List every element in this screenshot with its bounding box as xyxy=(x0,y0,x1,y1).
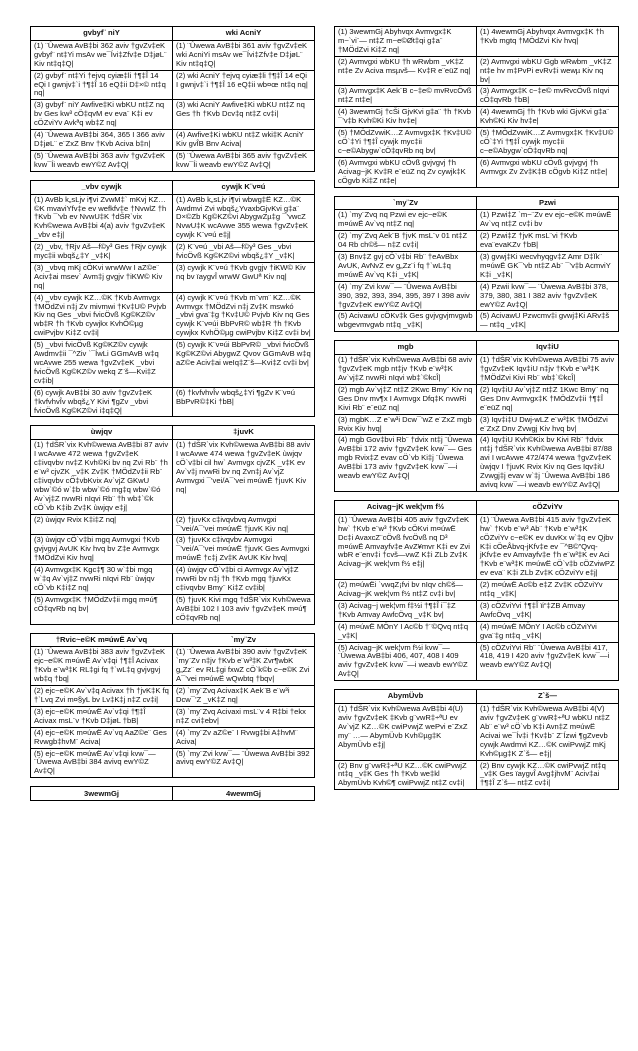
table-row xyxy=(335,435,619,491)
comparison-table-right-2 xyxy=(334,196,619,333)
column-heading: mgb xyxy=(335,341,477,355)
table-row xyxy=(31,100,315,130)
column-heading: cÖZviYv xyxy=(477,500,619,514)
table-cell: (5) cÖZviYvi Rb¨ ¨Ûwewa AvB‡bi 417, 418, 419 I 420 aviv †gvZv‡eK kvw¯—i weavb ewY©Z Av‡Q| xyxy=(477,642,619,681)
column-heading: ùwjqv xyxy=(31,426,173,440)
table-row xyxy=(31,706,315,727)
footer-cell: 4wewmGj xyxy=(173,787,315,801)
table-cell: (5) Avmvgx‡K †MÖdZv‡ii mgq m¤ú¶ cÖ‡qvRb nq bv| xyxy=(31,594,173,624)
table-cell: (3) Bnv‡Z gvj cÖ`v‡bi Rb¨ †eAvBbx AvUK, AvNvZ ev g„Zz¨i fq †`wL‡q m¤úwË Av`vq K‡i _v‡K| xyxy=(335,252,477,282)
table-cell: (1) ¨Ûwewa AvB‡bi 405 aviv †gvZv‡eK hw` †Kvb e¨w³ †Kvb cÖKvi m¤úwË Dc‡i AvaxcZ¨cÖvß fvcÖvß nq D³ m¤úwË Amvayfv‡e AvZ¥mvr K‡i ev Zvi wbR e¨env‡i †cvš—vwZ K‡i ZLb Zv‡K Acivag~jK wek¦vm f½ e‡j| xyxy=(335,514,477,579)
column-heading: AbymÜvb xyxy=(335,690,477,704)
table-cell: (1) ¨Ûwewa AvB‡bi 383 aviv †gvZv‡eK ejc~e©K m¤úwË Av`v‡qi †¶‡Î Acivax †Kvb e¨w³‡K RL‡gi fq †`wL‡q gvjvgvj wb‡q †bq| xyxy=(31,647,173,686)
table-cell: (5) cywjk K¨v¤úi BbPvR© _vbvi fvicÖvß Kg©KZ©vi AbygwZ Qvov GGmAvB w‡q aZ©e Aciv‡ai weIq‡Z¨š—Kvi‡Z cv‡i bv| xyxy=(173,340,315,388)
table-cell: (2) K¨v¤ú _vbi Aš—f©y³ Ges _vbvi fvicÖvß Kg©KZ©vi wbqš¿‡Y _v‡K| xyxy=(173,242,315,263)
column-heading: `my¨Zv xyxy=(173,633,315,647)
table-cell: (2) ejc~e©K Av`v‡q Acivax †h †jvK‡K fq †`Lvq Zvi m¤§yL bv Lv‡K‡j n‡Z cv‡i| xyxy=(31,686,173,707)
table-header-row xyxy=(31,27,315,41)
table-cell: (4) Avmvgx‡K Kgc‡¶ 30 w`‡bi mgq w`‡q Av`vj‡Z nvwRi nIqvi Rb¨ ùwjqv cÖ`vb K‡i‡Z nq| xyxy=(31,565,173,595)
table-cell: (3) ejc~e©K m¤úwË Av`v‡qi †¶‡Î Acivax msL¨v †Kvb D‡jøL †bB| xyxy=(31,706,173,727)
column-heading: `my¨Zv xyxy=(335,196,477,210)
table-cell: (1) `my¨Zvq nq Pzwi ev ejc~e©K m¤úwË Av`vq nt‡Z nq| xyxy=(335,210,477,231)
table-cell: (3) cÖZviYvi †¶‡Î ïi“‡ZB Amvay AwfcÖvq _v‡K| xyxy=(477,600,619,621)
table-row xyxy=(31,387,315,417)
table-cell: (3) Avmvgx‡K c~‡e© mvRvcÖvß nIqvi cÖ‡qvRb †bB| xyxy=(477,86,619,107)
table-cell: (1) 3wewmGj Abyhvqx Avmvgx‡K m~`vi¨— nt‡Z m~e©Øt‡qi g‡a¨ †MÖdZvi Ki‡Z nq| xyxy=(335,27,477,57)
table-cell: (5) †MÖdZvwiK…Z Avmvgx‡K †Kv‡U© cÖ`‡Yi †¶‡Î cywjk myc‡ii c~e©Abygw`cÖ‡qvRb nq bv| xyxy=(335,128,477,158)
table-cell: (2) †juvKx c‡ivqvbvq Avmvgxi ¯’vei/A¯’vei m¤úwË †juvK Kiv nq| xyxy=(173,514,315,535)
table-cell: (4) 3wewmGj †cŠi GjvKvi g‡a¨ †h †Kvb ¯’v‡b Kvh©Ki Kiv hv‡e| xyxy=(335,107,477,128)
table-row xyxy=(335,281,619,311)
table-header-row xyxy=(335,196,619,210)
table-row xyxy=(335,414,619,435)
table-row xyxy=(31,262,315,292)
table-row xyxy=(335,86,619,107)
footer-row xyxy=(31,787,315,801)
table-row xyxy=(31,340,315,388)
table-cell: (3) Acivag~j wek¦vm f‡½i †¶‡Î i¯‡Z †Kvb Amvay AwfcÖvq _v‡K bv| xyxy=(335,600,477,621)
table-cell: (2) Avmvgxi wbKU †h wRwbm _vK‡Z nt‡e Zv Aciva msµvš— Kv‡R e¨eüZ nq| xyxy=(335,56,477,86)
table-cell: (6) †kvfvhvÎv wbqš¿‡Yi ¶gZv K¨v¤ú BbPvR©‡Ki †bB| xyxy=(173,387,315,417)
table-cell: (2) Iqv‡iU Av`vj‡Z nt‡Z 1Kwc Bmy¨ nq Ges Dnv Avmvgx‡K †MÖdZv‡ii †¶‡Î e¨eüZ nq| xyxy=(477,384,619,414)
column-heading: Pzwi xyxy=(477,196,619,210)
table-cell: (4) ¨Ûwewa AvB‡bi 364, 365 I 366 aviv D‡jøL¨ e¨ZxZ Bnv †Kvb Aciva b‡n| xyxy=(31,130,173,151)
table-cell: (1) †dŠR`vix Kvh©wewa AvB‡bi 88 aviv I wcAvwe 474 wewa †gvZv‡eK ùwjqv cÖ`v‡bi cil hw` Avmvgx cjvZK _v‡K ev Av`v‡j nvwRi bv nq Zvn‡j Av`vjZ Avmvgxi ¯’vei/A¯’vei m¤úwË †juvK Kiv nq| xyxy=(173,440,315,514)
table-cell: (3) _vbvq mKj cÖKvi wrwWw I aZ©e¨ Aciv‡ai msev` Avm‡j gvgjv †iKW© Kiv nq| xyxy=(31,262,173,292)
table-row xyxy=(31,194,315,242)
table-row xyxy=(335,384,619,414)
column-heading: _vbv cywjk xyxy=(31,180,173,194)
table-cell: (1) AvBb k„sLjv i¶vi ZvwM‡` mKvj KZ…©K mvaviYfv‡e ev wefkfv‡e †NvwlZ †h †Kvb ¯’vb ev NvwU‡K †dŠR`vix Kvh©wewa AvB‡bi 4(a) aviv †gvZv‡eK _vbv e‡j| xyxy=(31,194,173,242)
table-cell: (2) _vbv, †Rjv Aš—f©y³ Ges †Rjv cywjk myc‡ii wbqš¿‡Y _v‡K| xyxy=(31,242,173,263)
table-cell: (4) ùwjqv cÖ`v‡bi ci Avmvgx Av`vj‡Z nvwRi bv n‡j †h †Kvb mgq †juvKx c‡ivqvbv Bmy¨ Ki‡Z cv‡ib| xyxy=(173,565,315,595)
column-heading: ‡juvK xyxy=(173,426,315,440)
table-header-row xyxy=(335,341,619,355)
table-cell: (4) `my¨Zvi kvw¯— ¨Ûwewa AvB‡bi 390, 392, 393, 394, 395, 397 I 398 aviv †gvZv‡eK ewY©Z Av‡Q| xyxy=(335,281,477,311)
table-cell: (3) ùwjqv cÖ`v‡bi mgq Avmvgxi †Kvb gvjvgvj AvUK Kiv hvq bv Z‡e Avmvgx †MÖdZvi Kiv hvq| xyxy=(31,535,173,565)
table-cell: (4) ejc~e©K m¤úwË Av`vq AaZ©e¨ Ges Rvwgb‡hvM¨ Aciva| xyxy=(31,727,173,748)
table-row xyxy=(31,440,315,514)
table-row xyxy=(335,27,619,57)
table-row xyxy=(335,231,619,252)
table-cell: (2) `my¨Zvq Aek¨B †jvK msL¨v 01 nt‡Z 04 Rb ch©š— n‡Z cv‡i| xyxy=(335,231,477,252)
table-cell: (2) `my¨Zvq Acivax‡K Aek¨B e¨w³i Dcw¯’Z _vK‡Z nq| xyxy=(173,686,315,707)
table-cell: (5) AcivawU cÖKv‡k Ges gvjvgvjmvgwb wbgevmvgwb nt‡q _v‡K| xyxy=(335,311,477,332)
table-cell: (2) m¤úwË Ac©b e‡Z Zv‡K cÖZviYv nt‡q _v‡K| xyxy=(477,580,619,601)
table-cell: (1) Pzwi‡Z `m~¨Zv ev ejc~e©K m¤úwË Av`vq nt‡Z cv‡i bv xyxy=(477,210,619,231)
table-cell: (1) †dŠR`vix Kvh©wewa AvB‡bi 4(U) aviv †gvZv‡eK ‡Kvb g¨vwR‡÷ªU ev Av`vjZ KZ…©K cwiPvwjZ wePvi e¨ZxZ my¨ …— AbymÜvb Kvh©µg‡K AbymÜvb e‡j| xyxy=(335,704,477,760)
table-cell: (2) mgb Av`vj‡Z nt‡Z 2Kwc Bmy¨ Kiv nq Ges Dnv mv¶x I Avmvgx Dfq‡K nvwRi Kivi Rb¨ e¨eüZ nq| xyxy=(335,384,477,414)
table-cell: (2) Bnv cywjk KZ…©K cwiPvwjZ nt‡q _v‡K Ges ïaygvÎ Avg‡jhvM¨ Aciv‡ai †¶‡Î Z`š— nt‡Z cv‡i| xyxy=(477,760,619,790)
table-row xyxy=(335,600,619,621)
table-row xyxy=(31,130,315,151)
table-cell: (6) cywjk AvB‡bi 30 aviv †gvZv‡eK †kvfvhvÎv wbqš¿Y Kivi ¶gZv _vbvi fvicÖvß Kg©KZ©vi i‡q‡Q| xyxy=(31,387,173,417)
table-header-row xyxy=(335,690,619,704)
table-cell: (2) ùwjqv Rvix K‡i‡Z nq| xyxy=(31,514,173,535)
table-row xyxy=(335,580,619,601)
comparison-table-left-3 xyxy=(30,425,315,624)
table-header-row xyxy=(31,633,315,647)
table-row xyxy=(335,252,619,282)
table-row xyxy=(31,748,315,778)
table-row xyxy=(335,107,619,128)
table-row xyxy=(335,355,619,385)
table-row xyxy=(31,565,315,595)
table-row xyxy=(335,128,619,158)
table-cell: (4) Awfive‡Ki wbKU nt‡Z wki‡K AcniY Kiv gvÎB Bnv Aciva| xyxy=(173,130,315,151)
column-heading: Z`š— xyxy=(477,690,619,704)
column-heading: Acivag~jK wek¦vm f½ xyxy=(335,500,477,514)
table-cell: (4) Iqv‡iU Kvh©Kix bv Kivi Rb¨ †dvix nt‡j †dŠR`vix Kvh©wewa AvB‡bi 87/88 avi I wcAvwe 472/474 wewa †gvZv‡eK ùwjqv I †juvK Rvix Kiv nq Ges Iqv‡iU Zvwgj‡j evav w`‡j ¨Ûwewa AvB‡bi 186 avivq kvw¯—i weavb ewY©Z Av‡Q| xyxy=(477,435,619,491)
table-cell: (1) 4wewmGj Abyhvqx Avmvgx‡K †h †Kvb mgtq †MÖdZvi Kiv hvq| xyxy=(477,27,619,57)
right-column xyxy=(334,26,619,798)
table-cell: (4) _vbv cywjk KZ…©K †Kvb Avmvgx †MÖdZvi n‡j Zv mivmwi †Kv‡U© Pvjvb Kiv nq Ges _vbvi fvicÖvß Kg©KZ©v wb‡R †h †Kvb cywjkx KvhÖ©µg cwiPvjbv Ki‡Z cv‡i| xyxy=(31,292,173,340)
comparison-table-left-1 xyxy=(30,26,315,172)
table-row xyxy=(31,727,315,748)
table-row xyxy=(31,514,315,535)
table-header-row xyxy=(31,180,315,194)
table-row xyxy=(335,210,619,231)
table-cell: (1) ¨Ûwewa AvB‡bi 362 aviv †gvZv‡eK gvbyf¨ nt‡Yi msAv we¯Ívi‡Zfv‡e D‡jøL¨ Kiv nt‡q‡Q| xyxy=(31,40,173,70)
table-row xyxy=(335,311,619,332)
footer-cell: 3wewmGj xyxy=(31,787,173,801)
table-cell: (3) gvbyf¨ niY Awfive‡Ki wbKU nt‡Z nq bv Ges kw³ cÖ‡qvM ev eva¨ K‡i ev cÖZviYv Avkªq wb‡Z nq| xyxy=(31,100,173,130)
table-row xyxy=(31,40,315,70)
table-cell: (2) wki AcniY †ejvq cyiæ‡li †¶‡Î 14 eQi I gwnjv‡`i †¶‡Î 16 eQ‡ii wb¤œ nt‡q nq| xyxy=(173,70,315,100)
table-row xyxy=(335,621,619,642)
comparison-table-right-4 xyxy=(334,500,619,681)
table-cell: (5) _vbvi fvicÖvß Kg©KZ©v cywjk Awdmv‡ii ¯^Ziv `¯ÍwLi GGmAvB w‡q wcAvwe 255 wewa †gvZv‡eK _vbvi fvicÖvß Kg©KZ©v wekq Z¨š—Kvi‡Z cv‡ib| xyxy=(31,340,173,388)
table-row xyxy=(335,157,619,187)
table-cell: (6) Avmvgxi wbKU cÖvß gvjvgvj †h Avmvgx Zv Zv‡K‡B cÖgvb Ki‡Z nt‡e| xyxy=(477,157,619,187)
table-cell: (1) ¨Ûwewa AvB‡bi 415 aviv †gvZv‡eK hw` †Kvb e¨w³ Ab¨ †Kvb e¨w³‡K cÖZviYv c~e©K ev duvKx w`‡q ev Qjbv K‡i cÖeÂbvq-jKfv‡e ev ¯^B©”Qvq-jKfv‡e ev Amvayfv‡e †h e¨w³‡K ev Aci †Kvb e¨w³‡K m¤úwË cÖ`v‡b cÖZviwPZ ev eva¨ K‡i ZLb Zv‡K cÖZviYv e‡j| xyxy=(477,514,619,579)
table-cell: (5) ejc~e©K m¤úwË Av`v‡qi kvw¯— ¨Ûwewa AvB‡bi 384 avivq ewY©Z Av‡Q| xyxy=(31,748,173,778)
table-cell: (1) †dŠR`vix Kvh©wewa AvB‡bi 4(V) aviv †gvZv‡eK g¨vwR‡÷ªU wbKU nt‡Z Ab¨ e¨w³ cÖ`vb K‡i Avn‡Z m¤úwË Acivai we¯Ív‡i †Kv‡b¨ Z¨Ízwi ¶gZvevb cywjk Awdmvi KZ…©K cwiPvwjZ mKj Kvh©µg‡K Z`š— e‡j| xyxy=(477,704,619,760)
table-row xyxy=(335,704,619,760)
table-cell: (4) `my¨Zv aZ©e¨ I Rvwg‡bi A‡hvM¨ Aciva| xyxy=(173,727,315,748)
table-header-row xyxy=(31,426,315,440)
column-heading: Iqv‡iU xyxy=(477,341,619,355)
comparison-table-left-2 xyxy=(30,180,315,418)
table-cell: (4) 4wewmGj †h †Kvb wki GjvKvi g‡a¨ Kvh©Ki Kiv hv‡e| xyxy=(477,107,619,128)
table-cell: (4) cywjk K¨v¤ú †Kvb m¨vm¨ KZ…©K Avmvgx †MÖdZvi n‡j Zv‡K mswkó _vbvi gva¨‡g †Kv‡U© Pvjvb Kiv nq Ges cywjk K¨v¤úi BbPvR© wb‡R †h †Kvb cywjkx KvhÖ©µg cwiPvjbv Ki‡Z cv‡i bv| xyxy=(173,292,315,340)
table-cell: (5) ¨Ûwewa AvB‡bi 365 aviv †gvZv‡eK kvw¯Íi weavb ewY©Z Av‡Q| xyxy=(173,150,315,171)
column-heading: †Rvic~e©K m¤úwË Av`vq xyxy=(31,633,173,647)
table-row xyxy=(31,150,315,171)
table-cell: (1) ¨Ûwewa AvB‡bi 361 aviv †gvZv‡eK wki AcniYi msAv we¯Ívi‡Zfv‡e D‡jøL¨ Kiv nt‡q‡Q| xyxy=(173,40,315,70)
table-cell: (3) `my¨Zvq Acivaxi msL¨v 4 R‡bi †ekx n‡Z cvi‡ebv| xyxy=(173,706,315,727)
table-cell: (4) mgb Gov‡bvi Rb¨ †dvix nt‡j ¨Ûwewa AvB‡bi 172 aviv †gvZv‡eK kvw¯— Ges mgb Rvix‡Z evav cÖ`vb Ki‡j ¨Ûwewa AvB‡bi 173 aviv †gvZv‡eK kvw¯—i weavb ewY©Z Av‡Q| xyxy=(335,435,477,491)
table-row xyxy=(31,70,315,100)
table-row xyxy=(31,292,315,340)
table-cell: (2) m¤úwËi `vwqZ¡fvi bv nIqv ch©š— Acivag~jK wek¦vm f½ nt‡Z cv‡i bv| xyxy=(335,580,477,601)
table-row xyxy=(31,535,315,565)
table-row xyxy=(335,514,619,579)
table-cell: (3) Avmvgx‡K Aek¨B c~‡e© mvRvcÖvß nt‡Z nt‡e| xyxy=(335,86,477,107)
table-cell: (3) gvwj‡Ki wecvhyqgv‡Z Amr D‡Ïk¨ m¤úwË GK¯’vb nt‡Z Ab¨ ¯’v‡b AcmviY K‡i _v‡K| xyxy=(477,252,619,282)
table-cell: (4) Pzwii kvw¯— ¨Ûwewa AvB‡bi 378, 379, 380, 381 I 382 aviv †gvZv‡eK ewY©Z Av‡Q| xyxy=(477,281,619,311)
column-heading: wki AcniY xyxy=(173,27,315,41)
table-cell: (4) m¤úwË MÖnY I Ac©b †¨©Qvq nt‡q _v‡K| xyxy=(335,621,477,642)
column-heading: cywjk K¨v¤ú xyxy=(173,180,315,194)
table-row xyxy=(335,642,619,681)
table-cell: (3) †juvKx c‡ivqvbv Avmvgxi ¯’vei/A¯’vei m¤úwË †juvK Ges Avmvgxi m¤úwË †c‡j Zv‡K AvUK Kiv hvq| xyxy=(173,535,315,565)
table-cell: (2) Pzwi‡Z †jvK msL¨vi †Kvb eva¨evaKZv †bB| xyxy=(477,231,619,252)
table-cell: (5) AcivawU Pzwcmv‡i gvwj‡Ki ARv‡š— nt‡q _v‡K| xyxy=(477,311,619,332)
table-row xyxy=(31,686,315,707)
comparison-table-right-3 xyxy=(334,340,619,492)
table-cell: (2) Bnv g¨vwR‡÷ªU KZ…©K cwiPvwjZ nt‡q _v‡K Ges †h †Kvb we‡kl AbymÜvb Kvh©¶ cwiPvwjZ nt‡Z cv‡i| xyxy=(335,760,477,790)
table-cell: (3) Iqv‡i‡U Dwj-wLZ e¨w³‡K †MÖdZvi e¨ZxZ Dnv Zvwgj Kiv hvq bv| xyxy=(477,414,619,435)
table-cell: (5) ¨Ûwewa AvB‡bi 363 aviv †gvZv‡eK kvw¯Íi weavb ewY©Z Av‡Q| xyxy=(31,150,173,171)
left-column xyxy=(30,26,315,801)
footer-table xyxy=(30,786,315,801)
table-cell: (1) ¨Ûwewa AvB‡bi 390 aviv †gvZv‡eK `my¨Zv n‡jv †Kvb e¨w³‡K Zvr¶wbK g„Zz¨ ev RL‡gi fxwZ cÖ`k©b c~e©K Zvi A¯’vei m¤úwË wQwbtq †bqv| xyxy=(173,647,315,686)
table-row xyxy=(31,647,315,686)
table-cell: (1) †dŠR`vix Kvh©wewa AvB‡bi 87 aviv I wcAvwe 472 wewa †gvZv‡eK c‡ivqvbv nv‡Z Kvh©Ki bv nq Zvi Rb¨ †h e¨w³ cjvZK _v‡K Zv‡K †MÖdZv‡ii Rb¨ c‡ivqvbv cÖ‡vbKvix Av`vjZ GKwU wbw`©ó w`‡b wbw`©ó mg‡q wbw`©ó Av`vj‡Z nvwRi nIqvi Rb¨ †h wb‡`©k cÖ`vb K‡ib Zv‡K ùwjqv e‡j| xyxy=(31,440,173,514)
table-cell: (3) mgbK…Z e¨w³i Dcw¯’wZ e¨ZxZ mgb Rvix Kiv hvq| xyxy=(335,414,477,435)
table-row xyxy=(31,242,315,263)
table-cell: (4) m¤úwË MÖnY I Ac©b cÖZviYvi gva¨‡g nt‡q _v‡K| xyxy=(477,621,619,642)
table-cell: (1) AvBb k„sLjv i¶vi wbwg‡Ë KZ…©K Awdmvi Zvi wbqš¿YvaxbGjvKvi g‡a¨ D×©Zb Kg©KZ©vi AbygwZµ‡g ¯’vwcZ NvwU‡K wcAvwe 355 wewa †gvZv‡eK cywjk K¨v¤ú e‡j| xyxy=(173,194,315,242)
comparison-table-left-4 xyxy=(30,633,315,779)
table-row xyxy=(335,760,619,790)
table-header-row xyxy=(335,500,619,514)
table-cell: (1) †dŠR`vix Kvh©wewa AvB‡bi 68 aviv †gvZv‡eK mgb nt‡jv †Kvb e¨w³‡K Av`vj‡Z nvwRi nIqvi wb‡`©kcÎ| xyxy=(335,355,477,385)
column-heading: gvbyf¨ niY xyxy=(31,27,173,41)
table-cell: (6) Avmvgxi wbKU cÖvß gvjvgvj †h Acivag~jK Kv‡R e¨eüZ nq Zv cywjk‡K cÖgvb Ki‡Z nt‡e| xyxy=(335,157,477,187)
table-cell: (1) †dŠR`vix Kvh©wewa AvB‡bi 75 aviv †gvZv‡eK Iqv‡iU n‡jv †Kvb e¨w³‡K †MÖdZvi Kivi Rb¨ wb‡`©kcÎ| xyxy=(477,355,619,385)
table-cell: (5) †MÖdZvwiK…Z Avmvgx‡K †Kv‡U© cÖ`‡Yi †¶‡Î cywjk myc‡ii c~e©Abygw`cÖ‡qvRb nq| xyxy=(477,128,619,158)
table-cell: (5) Acivag~jK wek¦vm f½i kvw¯— ¨Ûwewa AvB‡bi 406, 407, 408 I 409 aviv †gvZv‡eK kvw¯—i weavb ewY©Z Av‡Q| xyxy=(335,642,477,681)
table-row xyxy=(31,594,315,624)
table-cell: (3) cywjk K¨v¤ú †Kvb gvgjv †iKW© Kiv nq bv ïaygvÎ wrwW GwUª Kiv nq| xyxy=(173,262,315,292)
comparison-table-right-5 xyxy=(334,689,619,790)
table-row xyxy=(335,56,619,86)
table-cell: (2) Avmvgxi wbKU Ggb wRwbm _vK‡Z nt‡e hv m‡PvPi evRv‡i wewµ Kiv nq bv| xyxy=(477,56,619,86)
table-cell: (5) †juvK Kivi mgq †dŠR`vix Kvh©wewa AvB‡bi 102 I 103 aviv †gvZv‡eK m¤ú¶ cÖ‡qvRb nq| xyxy=(173,594,315,624)
comparison-table-right-1 xyxy=(334,26,619,188)
table-cell: (2) gvbyf¨ nt‡Yi †ejvq cyiæ‡li †¶‡Î 14 eQi I gwnjv‡`i †¶‡Î 16 eQ‡ii D‡×© nt‡q nq| xyxy=(31,70,173,100)
table-cell: (5) `my¨Zvi kvw¯— ¨Ûwewa AvB‡bi 392 avivq ewY©Z Av‡Q| xyxy=(173,748,315,778)
table-cell: (3) wki AcniY Awfive‡Ki wbKU nt‡Z nq Ges †h †Kvb Dcv‡q nt‡Z cv‡i| xyxy=(173,100,315,130)
